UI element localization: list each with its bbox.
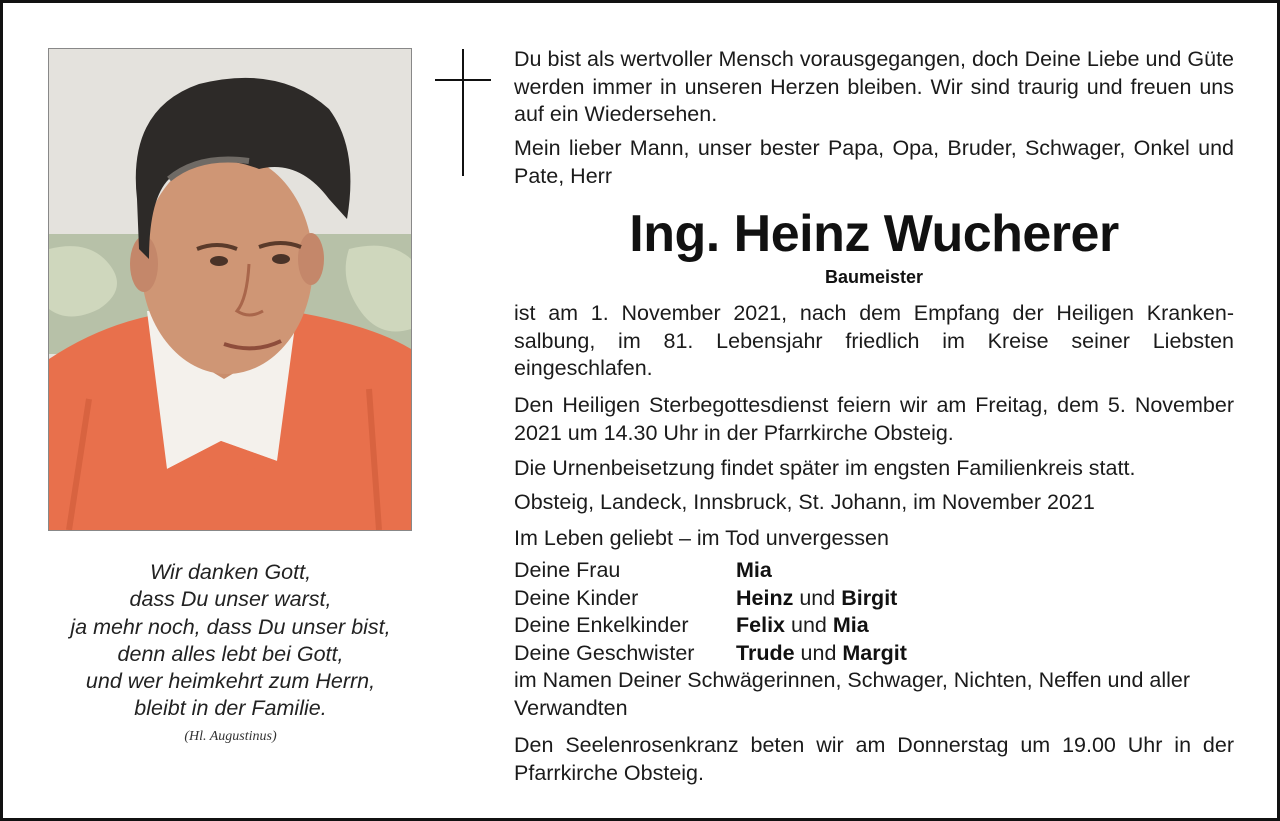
family-names	[736, 612, 869, 639]
family-names	[736, 557, 772, 584]
deceased-title: Baumeister	[824, 267, 924, 287]
family-name: Heinz	[736, 586, 794, 610]
family-joiner: und	[800, 641, 837, 665]
family-name: Mia	[736, 558, 772, 582]
family-joiner: und	[790, 613, 827, 637]
deceased-name: Ing. Heinz Wucherer	[629, 205, 1119, 263]
death-notice-text: ist am 1. November 2021, nach dem Empfang der Heiligen Krankensalbung, im 81. Lebensjahr friedlich im Kreise seiner Liebsten eingeschlafen.	[514, 301, 1234, 380]
quote-block	[33, 559, 428, 723]
family-label: Deine Frau	[514, 558, 621, 582]
relation-text: Mein lieber Mann, unser bester Papa, Opa, Bruder, Schwager, Onkel und Pate, Herr	[514, 136, 1234, 188]
family-label: Deine Kinder	[514, 586, 639, 610]
quote-attribution: (Hl. Augustinus)	[184, 729, 277, 744]
cross-icon-bar	[435, 79, 491, 81]
family-label: Deine Geschwister	[514, 641, 695, 665]
quote-line: dass Du unser warst,	[129, 587, 332, 612]
place-date-text: Obsteig, Landeck, Innsbruck, St. Johann, im November 2021	[514, 490, 1095, 514]
family-name: Trude	[736, 641, 795, 665]
service-text: Den Heiligen Sterbegottesdienst feiern wir am Freitag, dem 5. November 2021 um 14.30 Uhr in der Pfarrkirche Obsteig.	[514, 393, 1234, 445]
family-names	[736, 585, 897, 612]
motto-text: Im Leben geliebt – im Tod unvergessen	[514, 526, 889, 550]
portrait-illustration	[49, 49, 411, 530]
family-joiner: und	[799, 586, 836, 610]
family-name: Mia	[832, 613, 869, 637]
family-names	[736, 640, 907, 667]
quote-line: und wer heimkehrt zum Herrn,	[85, 669, 376, 694]
intro-text: Du bist als wertvoller Mensch vorausgegangen, doch Deine Liebe und Güte werden immer in unseren Herzen bleiben. Wir sind traurig und freuen uns auf ein Wiedersehen.	[514, 47, 1234, 126]
portrait-photo	[48, 48, 412, 531]
family-name: Margit	[842, 641, 907, 665]
quote-line: ja mehr noch, dass Du unser bist,	[70, 614, 391, 639]
quote-line: bleibt in der Familie.	[134, 696, 327, 721]
cross-icon	[462, 49, 464, 176]
burial-text: Die Urnenbeisetzung findet später im engsten Familienkreis statt.	[514, 456, 1136, 480]
rosary-text: Den Seelenrosenkranz beten wir am Donnerstag um 19.00 Uhr in der Pfarrkirche Obsteig.	[514, 733, 1234, 785]
family-name: Birgit	[841, 586, 898, 610]
quote-line: Wir danken Gott,	[149, 560, 312, 584]
family-name: Felix	[736, 613, 785, 637]
quote-line: denn alles lebt bei Gott,	[117, 641, 344, 666]
relatives-text: im Namen Deiner Schwägerinnen, Schwager, Nichten, Neffen und aller Verwandten	[514, 668, 1191, 720]
family-label: Deine Enkelkinder	[514, 613, 689, 637]
